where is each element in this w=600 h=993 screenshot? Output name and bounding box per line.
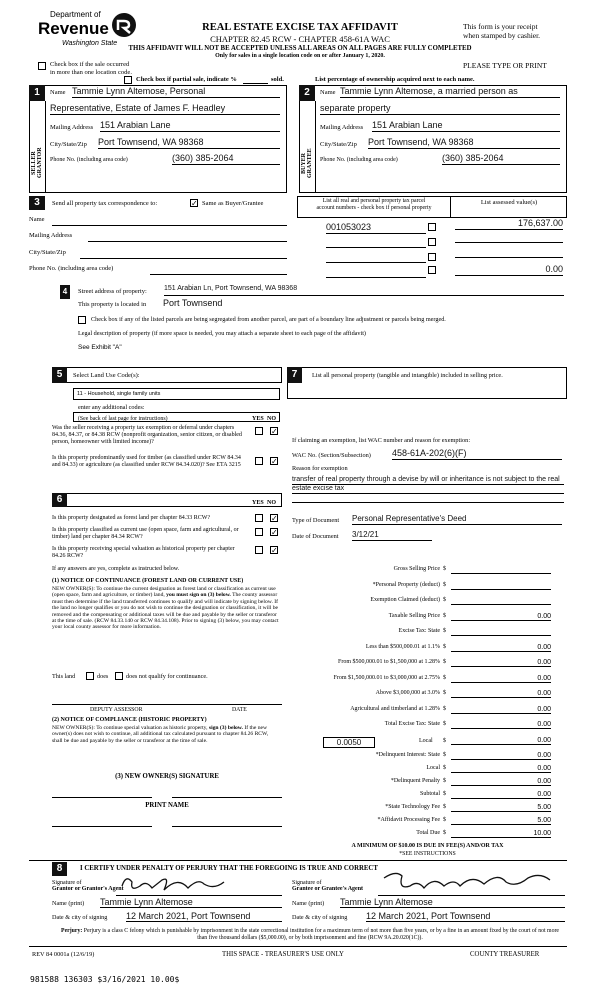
grantee-date-label: Date & city of signing	[292, 914, 348, 921]
s5-no-header: NO	[267, 416, 276, 422]
perjury-notice	[60, 928, 560, 942]
tax-row-value[interactable]: 5.00	[451, 804, 551, 812]
tax-row-dollar: $	[443, 804, 446, 810]
s3-address-field[interactable]	[88, 241, 287, 242]
tax-row	[293, 690, 558, 701]
tax-row-dollar: $	[443, 705, 446, 712]
doc-date-label: Date of Document	[292, 533, 339, 540]
s5-q1: Was the seller receiving a property tax exemption or deferral under chapters 84.36, 84.37, or 84.38 RCW (nonprofit organization, senior citizen, or disabled person, homeowner with limited income)?	[52, 425, 242, 445]
segregate-label: Check box if any of the listed parcels are being segregated from another parcel, are part of a boundary line adjustment or parcels being merged.	[91, 316, 446, 323]
tax-row-value[interactable]: 0.00	[451, 690, 551, 698]
tax-row	[293, 613, 558, 624]
tax-row-label: *Delinquent Penalty	[390, 778, 440, 784]
buyer-name-label: Name	[320, 89, 336, 96]
section-5-number: 5	[52, 367, 67, 383]
s5-q1-no[interactable]: ✓	[271, 427, 278, 436]
notice-2-body	[52, 725, 280, 744]
buyer-side-label: BUYER GRANTEE	[301, 148, 313, 178]
tax-row-value[interactable]: 0.00	[451, 778, 551, 786]
s5-q2-yes[interactable]	[255, 457, 263, 465]
assessed-value[interactable]: 176,637.00	[455, 218, 563, 230]
certify-statement: I CERTIFY UNDER PENALTY OF PERJURY THAT THE FOREGOING IS TRUE AND CORRECT	[80, 865, 378, 872]
tax-row-label: Subtotal	[419, 791, 440, 797]
deputy-assessor-label: DEPUTY ASSESSOR	[90, 707, 143, 713]
partial-sale-sold: sold.	[271, 76, 284, 83]
grantor-name-label: Name (print)	[52, 900, 85, 907]
assessed-line-2[interactable]	[455, 242, 563, 243]
s5-q2: Is this property predominantly used for timber (as classified under RCW 84.34 and 84.33) or agriculture (as classified under RCW 84.34.020)? See ETA 3215	[52, 455, 241, 468]
additional-codes-label: enter any additional codes:	[78, 404, 145, 411]
section-1-number: 1	[29, 85, 45, 101]
form-number: REV 84 0001a (12/6/19)	[32, 951, 95, 958]
tax-row-label: Total Due	[416, 830, 440, 836]
s6-q2-yes[interactable]	[255, 528, 263, 536]
notice-1-bold: you must sign on (3) below.	[166, 592, 231, 599]
land-does-checkbox[interactable]	[86, 672, 94, 680]
seller-address[interactable]: 151 Arabian Lane	[100, 120, 280, 132]
tax-row-dollar: $	[443, 830, 446, 836]
parcel-personal-checkbox-3[interactable]	[428, 253, 436, 261]
tax-row-value[interactable]: 0.00	[451, 675, 551, 683]
tax-row-value[interactable]: 5.00	[451, 817, 551, 825]
land-does-not-checkbox[interactable]	[115, 672, 123, 680]
tax-row	[293, 659, 558, 670]
tax-row-dollar: $	[443, 791, 446, 797]
doc-type[interactable]: Personal Representative's Deed	[352, 514, 562, 525]
grantee-date[interactable]: 12 March 2021, Port Townsend	[366, 911, 565, 922]
tax-row-dollar: $	[443, 721, 446, 727]
partial-sale-checkbox[interactable]	[124, 76, 132, 84]
doc-date[interactable]: 3/12/21	[352, 530, 432, 541]
street-address[interactable]: 151 Arabian Ln, Port Townsend, WA 98368	[164, 285, 564, 296]
notice-1-body	[52, 586, 280, 631]
parcel-line-4[interactable]	[326, 277, 426, 278]
local-dollar: $	[443, 738, 446, 744]
see-instructions: *SEE INSTRUCTIONS	[399, 851, 456, 857]
parcel-personal-checkbox-4[interactable]	[428, 266, 436, 274]
tax-row	[293, 752, 558, 763]
tax-row-value[interactable]: 0.00	[451, 644, 551, 652]
land-use-code[interactable]	[73, 388, 280, 400]
seller-city[interactable]: Port Townsend, WA 98368	[98, 137, 280, 149]
s6-q3: Is this property receiving special valuation as historical property per chapter 84.26 RCW?	[52, 546, 235, 559]
print-name-title: PRINT NAME	[145, 802, 189, 809]
tax-row	[293, 804, 558, 815]
tax-row	[293, 791, 558, 802]
minimum-note: A MINIMUM OF $10.00 IS DUE IN FEE(S) AND/OR TAX	[351, 843, 504, 849]
deputy-date-label: DATE	[232, 707, 247, 713]
tax-row-dollar: $	[443, 752, 446, 758]
local-rate-box[interactable]: 0.0050	[323, 737, 375, 748]
receipt-note-1: This form is your receipt	[463, 22, 538, 31]
seller-name-line2[interactable]: Representative, Estate of James F. Headley	[50, 103, 280, 115]
multi-location-label-2: in more than one location code.	[50, 69, 132, 76]
tax-row-value[interactable]: 0.00	[451, 791, 551, 799]
street-address-label: Street address of property:	[78, 288, 147, 295]
s3-city-label: City/State/Zip	[29, 249, 66, 256]
grantor-date-label: Date & city of signing	[52, 914, 108, 921]
exemption-claim-label: If claiming an exemption, list WAC number and reason for exemption:	[292, 437, 471, 444]
personal-property-label: List all personal property (tangible and intangible) included in selling price.	[312, 372, 503, 379]
s5-yes-header: YES	[252, 416, 264, 422]
seller-phone[interactable]: (360) 385-2064	[172, 153, 280, 165]
form-title: REAL ESTATE EXCISE TAX AFFIDAVIT	[202, 22, 398, 33]
tax-row-label: Less than $500,000.01 at 1.1%	[365, 643, 440, 650]
tax-row-value[interactable]: 0.00	[451, 659, 551, 667]
s5-q2-no[interactable]: ✓	[271, 457, 278, 466]
s6-q3-no[interactable]: ✓	[271, 546, 278, 555]
section-4-number: 4	[60, 285, 70, 299]
reason-text[interactable]: transfer of real property through a devise by will or inheritance is not subject to the real estate excise tax	[292, 476, 560, 492]
seller-phone-label: Phone No. (including area code)	[50, 157, 128, 163]
tax-row-value[interactable]	[451, 566, 551, 574]
located-in[interactable]: Port Townsend	[163, 298, 223, 308]
local-value[interactable]: 0.00	[451, 737, 551, 745]
assessed-line-3[interactable]	[455, 257, 563, 258]
notice-2-p2: If the new owner(s) does not wish to continue, all additional tax calculated pursuant to chapter 84.26 RCW, shall be due and payable by the seller or transferor at the time of sale.	[52, 725, 269, 744]
form-chapter: CHAPTER 82.45 RCW - CHAPTER 458-61A WAC	[210, 34, 390, 44]
seller-name-label: Name	[50, 89, 66, 96]
sig-grantee-label-2: Grantee or Grantee's Agent	[292, 886, 364, 892]
section-6-number: 6	[52, 493, 67, 507]
tax-row-value[interactable]: 10.00	[451, 830, 551, 838]
grantor-date[interactable]: 12 March 2021, Port Townsend	[126, 911, 282, 922]
parcel-line-3[interactable]	[326, 262, 426, 263]
tax-row-label: Agricultural and timberland at 1.28%	[350, 705, 440, 712]
tax-row	[293, 675, 558, 686]
s5-q1-yes[interactable]	[255, 427, 263, 435]
tax-row	[293, 582, 558, 593]
partial-sale-label: Check box if partial sale, indicate %	[136, 76, 237, 83]
parcel-line-2[interactable]	[326, 247, 426, 248]
buyer-city[interactable]: Port Townsend, WA 98368	[368, 137, 560, 149]
tax-row	[293, 566, 558, 577]
s6-yes-header: YES	[252, 500, 264, 506]
tax-row-dollar: $	[443, 597, 446, 603]
s6-no-header: NO	[267, 500, 276, 506]
grantor-name[interactable]: Tammie Lynn Altemose	[100, 897, 282, 908]
doc-type-label: Type of Document	[292, 517, 340, 524]
receipt-stamp: 981588 136303 $3/16/2021 10.00$	[30, 975, 180, 984]
assessed-header: List assessed value(s)	[480, 199, 538, 206]
buyer-city-label: City/State/Zip	[320, 141, 357, 148]
tax-row-dollar: $	[443, 612, 446, 619]
sig-grantee-label-1: Signature of	[292, 880, 322, 886]
grantor-signature[interactable]	[118, 872, 258, 896]
tax-row-dollar: $	[443, 778, 446, 784]
tax-row	[293, 597, 558, 608]
s6-q1-yes[interactable]	[255, 514, 263, 522]
sig-grantor-label-1: Signature of	[52, 880, 82, 886]
seller-name-line1[interactable]: Tammie Lynn Altemose, Personal	[72, 86, 280, 98]
reason-label: Reason for exemption	[292, 465, 348, 472]
notice-1-p2: The county assessor must then determine if the land transferred continues to qualify and will indicate by signing below. If the land no longer qualifies or you do not wish to continue the designation or classification, it will be removed and the compensating or additional taxes will be due and payable by the seller or transferor at the time of sale. (RCW 84.33.140 or RCW 84.34.108). Prior to signing (3) below, you may contact your local county assessor for more information.	[52, 592, 279, 631]
s6-q2-no[interactable]: ✓	[271, 528, 278, 537]
partial-sale-percent[interactable]	[243, 83, 268, 84]
tax-row-dollar: $	[443, 817, 446, 823]
tax-row-dollar: $	[443, 674, 446, 681]
notice-1-p1: NEW OWNER(S): To continue the current designation as forest land or classification as current use (open space, farm and agriculture, or timber) land,	[52, 586, 276, 599]
seller-side-label: SELLER GRANTOR	[31, 147, 43, 179]
segregate-checkbox[interactable]	[78, 316, 86, 324]
wac-label: WAC No. (Section/Subsection)	[292, 452, 371, 459]
legal-description-label: Legal description of property (if more space is needed, you may attach a separate sheet to each page of the affidavit)	[78, 330, 366, 337]
if-yes-instructions: If any answers are yes, complete as instructed below.	[52, 566, 180, 572]
wac-number[interactable]: 458-61A-202(6)(F)	[392, 448, 562, 460]
tax-row-value[interactable]: 0.00	[451, 613, 551, 621]
tax-row-dollar: $	[443, 566, 446, 572]
notice-1-title: (1) NOTICE OF CONTINUANCE (FOREST LAND OR CURRENT USE)	[52, 578, 244, 584]
s6-q1: Is this property designated as forest land per chapter 84.33 RCW?	[52, 515, 211, 521]
tax-row-dollar: $	[443, 628, 446, 634]
tax-row-label: From $1,500,000.01 to $3,000,000 at 2.75%	[333, 674, 440, 681]
tax-row	[293, 628, 558, 639]
tax-row-label: *Personal Property (deduct)	[372, 581, 440, 588]
section-7-number: 7	[287, 367, 302, 383]
grantee-signature[interactable]	[380, 868, 560, 896]
send-correspondence-label: Send all property tax correspondence to:	[52, 200, 158, 207]
ownership-note: List percentage of ownership acquired next to each name.	[315, 76, 475, 83]
notice-3-title: (3) NEW OWNER(S) SIGNATURE	[115, 773, 219, 780]
tax-row-dollar: $	[443, 643, 446, 650]
tax-row-label: Exemption Claimed (deduct)	[370, 597, 440, 603]
notice-2-bold: sign (3) below.	[208, 725, 243, 731]
land-does-label: does	[97, 673, 109, 680]
land-use-value: 11 - Household, single family units	[77, 391, 161, 397]
section-3-number: 3	[29, 196, 45, 210]
this-land-label: This land	[52, 673, 76, 680]
notice-2-title: (2) NOTICE OF COMPLIANCE (HISTORIC PROPERTY)	[52, 717, 207, 723]
perjury-text: Perjury is a class C felony which is punishable by imprisonment in the state correctional institution for a maximum term of not more than five years, or by a fine in an amount fixed by the court of not more than five thousand dollars ($5,000.00), or by both imprisonment and fine (RCW 9A.20.020(1C)).	[83, 928, 559, 941]
sales-note: Only for sales in a single location code on or after January 1, 2020.	[215, 53, 385, 59]
dept-line1: Department of	[50, 10, 101, 19]
grantee-name-label: Name (print)	[292, 900, 325, 907]
tax-row-label: Taxable Selling Price	[388, 612, 440, 619]
s6-q1-no[interactable]: ✓	[271, 514, 278, 523]
s3-city-field[interactable]	[80, 258, 287, 259]
tax-row-label: *Affidavit Processing Fee	[377, 817, 440, 823]
tax-row-value[interactable]	[451, 597, 551, 605]
tax-row-label: Local	[426, 765, 440, 771]
located-in-label: This property is located in	[78, 301, 147, 308]
sig-grantor-label-2: Grantor or Grantor's Agent	[52, 886, 124, 892]
tax-row-label: *Delinquent Interest: State	[375, 752, 440, 758]
same-as-buyer-checkbox[interactable]: ✓	[191, 199, 198, 208]
tax-row-label: Excise Tax: State	[398, 628, 440, 634]
buyer-address[interactable]: 151 Arabian Lane	[372, 120, 560, 132]
parcel-number[interactable]: 001053023	[326, 222, 426, 234]
section-6-box	[52, 493, 282, 507]
dept-state: Washington State	[62, 40, 118, 47]
tax-row-value[interactable]: 0.00	[451, 765, 551, 773]
local-label: Local	[419, 738, 433, 744]
same-as-buyer-label: Same as Buyer/Grantee	[202, 200, 264, 207]
buyer-address-label: Mailing Address	[320, 124, 364, 131]
tax-row-dollar: $	[443, 765, 446, 771]
parcel-personal-checkbox-1[interactable]	[428, 223, 436, 231]
tax-row	[293, 765, 558, 776]
tax-row-dollar: $	[443, 659, 446, 665]
tax-row-value[interactable]	[451, 582, 551, 590]
tax-row-value[interactable]	[451, 628, 551, 636]
parcel-header-2: account numbers - check box if personal property	[316, 205, 432, 211]
print-note: PLEASE TYPE OR PRINT	[463, 61, 547, 70]
s3-name-label: Name	[29, 216, 45, 223]
dor-logo	[38, 10, 138, 60]
s3-address-label: Mailing Address	[29, 232, 73, 239]
tax-row	[293, 706, 558, 717]
s6-q2: Is this property classified as current use (open space, farm and agricultural, or timber) land per chapter 84.34 RCW?	[52, 527, 239, 540]
perjury-label: Perjury:	[61, 928, 83, 934]
buyer-name-line1[interactable]: Tammie Lynn Altemose, a married person as	[340, 86, 560, 98]
form-warning: THIS AFFIDAVIT WILL NOT BE ACCEPTED UNLESS ALL AREAS ON ALL PAGES ARE FULLY COMPLETED	[128, 45, 472, 52]
county-treasurer: COUNTY TREASURER	[470, 951, 540, 958]
tax-row-dollar: $	[443, 690, 446, 696]
tax-row-value[interactable]: 0.00	[451, 721, 551, 729]
seller-address-label: Mailing Address	[50, 124, 94, 131]
tax-row	[293, 830, 558, 841]
dor-emblem-icon	[111, 12, 137, 38]
tax-row-value[interactable]: 0.00	[451, 752, 551, 760]
treasurer-only: THIS SPACE - TREASURER'S USE ONLY	[222, 951, 344, 958]
tax-row-label: From $500,000.01 to $1,500,000 at 1.28%	[338, 659, 440, 665]
tax-row-value[interactable]: 0.00	[451, 706, 551, 714]
s3-phone-label: Phone No. (including area code)	[29, 265, 114, 272]
multi-location-checkbox[interactable]	[38, 62, 46, 70]
assessed-value-bottom[interactable]: 0.00	[455, 264, 563, 276]
multi-location-label-1: Check box if the sale occurred	[50, 61, 130, 68]
tax-row	[293, 817, 558, 828]
tax-row-label: Gross Selling Price	[393, 566, 440, 572]
land-does-not-label: does not qualify for continuance.	[126, 673, 208, 680]
tax-row	[293, 644, 558, 655]
parcel-header-1: List all real and personal property tax parcel	[322, 198, 426, 204]
s6-q3-yes[interactable]	[255, 546, 263, 554]
section-2-number: 2	[299, 85, 315, 101]
tax-row	[293, 778, 558, 789]
buyer-phone[interactable]: (360) 385-2064	[442, 153, 560, 165]
tax-row-label: Above $3,000,000 at 3.0%	[375, 690, 440, 696]
see-back-note: (See back of last page for instructions)	[78, 416, 168, 422]
land-use-label: Select Land Use Code(s):	[73, 372, 140, 379]
seller-city-label: City/State/Zip	[50, 141, 87, 148]
receipt-note-2: when stamped by cashier.	[463, 31, 541, 40]
notice-2-p1: NEW OWNER(S): To continue special valuation as historic property,	[52, 725, 208, 731]
section-8-number: 8	[52, 862, 67, 876]
legal-description[interactable]: See Exhibit "A"	[78, 344, 122, 351]
parcel-personal-checkbox-2[interactable]	[428, 238, 436, 246]
buyer-name-line2[interactable]: separate property	[320, 103, 560, 115]
grantee-name[interactable]: Tammie Lynn Altemose	[340, 897, 565, 908]
tax-row-label: *State Technology Fee	[385, 804, 440, 810]
s3-name-field[interactable]	[52, 225, 287, 226]
dept-name: Revenue	[38, 19, 109, 38]
tax-row-label: Total Excise Tax: State	[384, 721, 440, 727]
tax-row	[293, 721, 558, 732]
buyer-phone-label: Phone No. (including area code)	[320, 157, 398, 163]
tax-row-dollar: $	[443, 581, 446, 588]
s3-phone-field[interactable]	[150, 274, 287, 275]
